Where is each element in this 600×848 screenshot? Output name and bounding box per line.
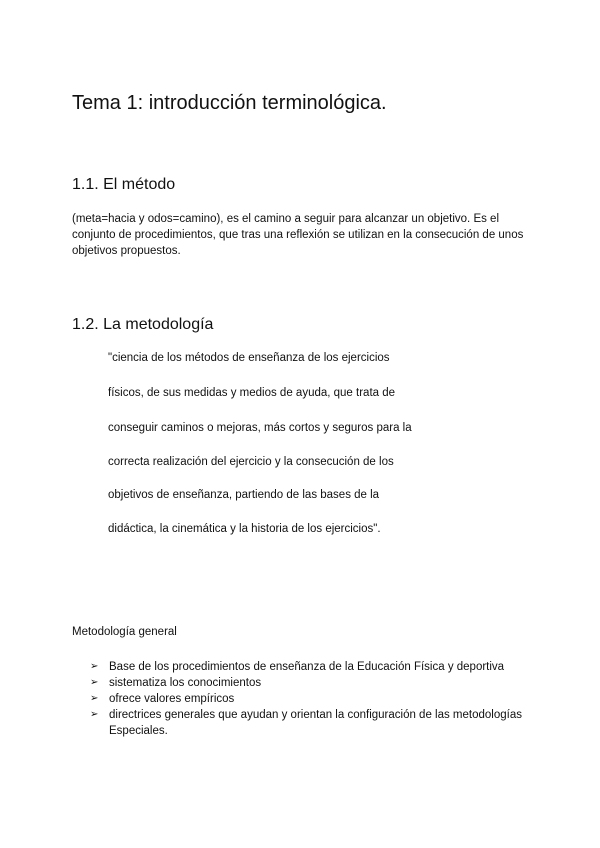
quote-line: objetivos de enseñanza, partiendo de las bases de la	[108, 489, 380, 501]
arrow-bullet-icon: ➢	[90, 661, 99, 672]
list-item-text: ofrece valores empíricos	[109, 693, 235, 705]
quote-line: didáctica, la cinemática y la historia de los ejercicios".	[108, 523, 381, 535]
section-heading-metodologia: 1.2. La metodología	[72, 316, 214, 333]
list-item-text: sistematiza los conocimientos	[109, 677, 262, 689]
arrow-bullet-icon: ➢	[90, 693, 99, 704]
bullet-list	[90, 659, 540, 739]
page-title: Tema 1: introducción terminológica.	[72, 92, 387, 114]
list-item	[90, 691, 540, 707]
quote-line: físicos, de sus medidas y medios de ayuda, que trata de	[108, 387, 396, 399]
quote-line: "ciencia de los métodos de enseñanza de los ejercicios	[108, 352, 390, 364]
subheading-metodologia-general: Metodología general	[72, 626, 177, 638]
arrow-bullet-icon: ➢	[90, 677, 99, 688]
section-paragraph-metodo: (meta=hacia y odos=camino), es el camino a seguir para alcanzar un objetivo. Es el conjunto de procedimientos, que tras una reflexión se utilizan en la consecución de unos objetivos propuestos.	[72, 213, 524, 257]
quote-line: conseguir caminos o mejoras, más cortos y seguros para la	[108, 422, 412, 434]
list-item	[90, 675, 540, 691]
list-item	[90, 659, 540, 675]
list-item-text: directrices generales que ayudan y orientan la configuración de las metodologías Especiales.	[109, 709, 522, 737]
section-heading-metodo: 1.1. El método	[72, 176, 176, 193]
quote-line: correcta realización del ejercicio y la consecución de los	[108, 456, 394, 468]
arrow-bullet-icon: ➢	[90, 709, 99, 720]
list-item	[90, 707, 540, 739]
list-item-text: Base de los procedimientos de enseñanza de la Educación Física y deportiva	[109, 661, 505, 673]
